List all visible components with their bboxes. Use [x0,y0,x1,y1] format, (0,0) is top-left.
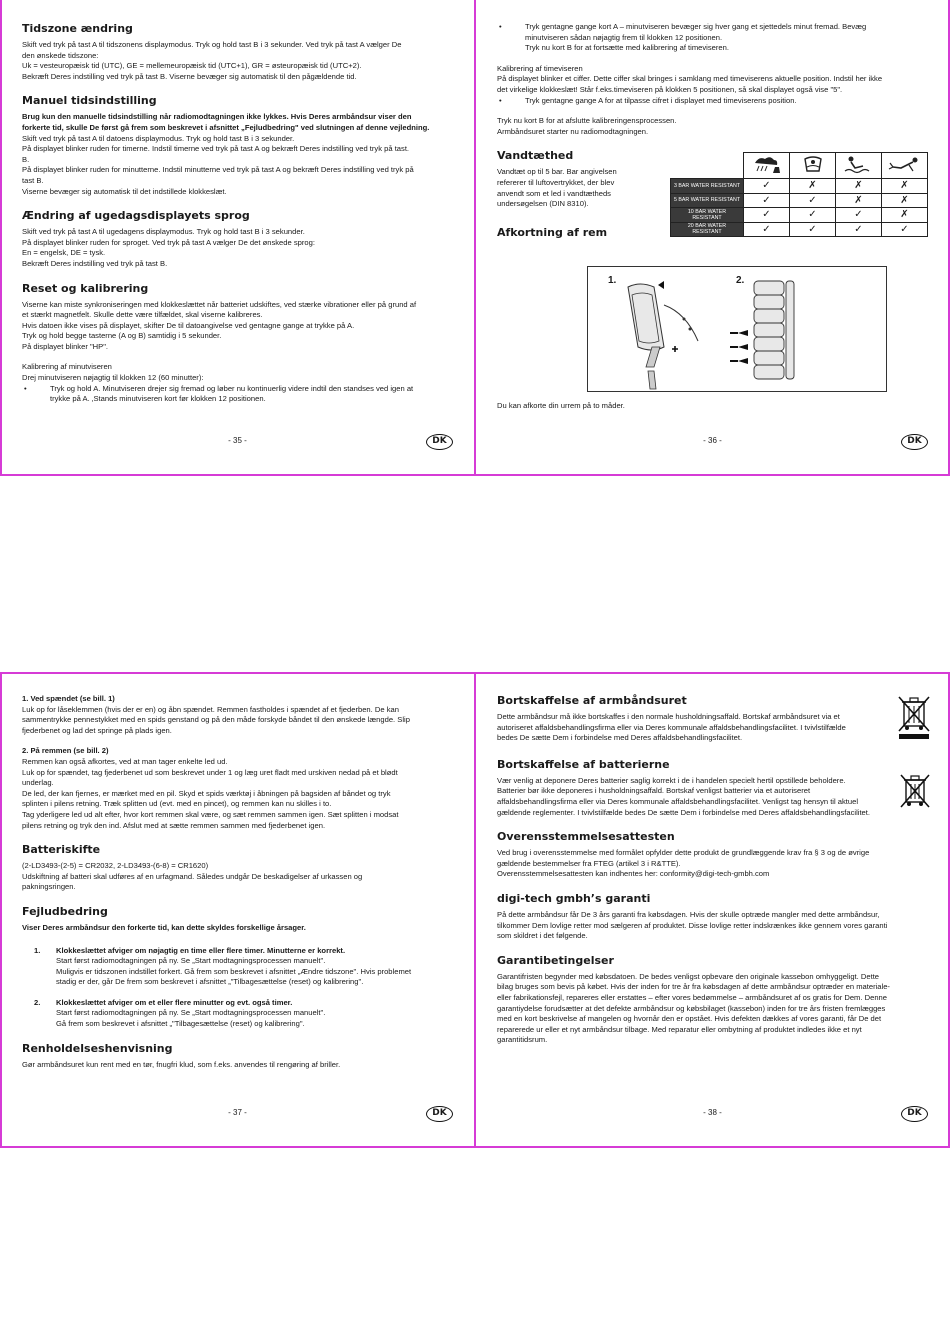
page-footer [475,434,950,452]
page-37 [0,672,475,1148]
text-line: anvendt som et led i vandtætheds [497,188,611,198]
text-line: Tryk gentagne gange kort A – minutviseren bevæger sig hver gang et sjettedels minut fremad. Bevæg [525,22,867,31]
text-line: (2-LD3493-(2-5) = CR2032, 2-LD3493-(6-8) = CR1620) [22,861,209,871]
bullet-item [497,22,928,54]
text-line: fjederbenet og lad det springe på plads igen. [22,725,172,735]
table-cell-label: 3 BAR WATER RESISTANT [671,179,744,194]
text-line: Armbåndsuret starter nu radiomodtagningen. [497,126,649,136]
text-line: pilens retning og tryk den ind. Afslut med at sætte remmen sammen med fjederbenet igen. [22,820,326,830]
text-line: underlag. [22,778,54,788]
table-cell-mark: ✗ [882,179,928,194]
text-line: Kalibrering af timeviseren [497,63,583,73]
figure-label-2: 2. [736,275,745,286]
text-line: Vær venlig at deponere Deres batterier saglig korrekt i de i handelen specielt hertil opstillede beholdere. [497,775,846,785]
water-description [497,167,647,209]
text-line: Start først radiomodtagningen på ny. Se „Start modtagningsprocessen manuelt". [56,1008,326,1018]
list-number: 2. [34,997,41,1007]
text-line: Gå frem som beskrevet i afsnittet „"Tilbagesættelse (reset) og kalibrering". [56,1019,305,1029]
page-footer [0,434,475,452]
text-line: Skift ved tryk på tast A til ugedagens displaymodus. Tryk og hold tast B i 3 sekunder. [22,227,305,237]
text-line: Viserne kan miste synkroniseringen med klokkeslættet når batteriet udskiftes, ved stærke vibrationer eller på grund af [22,299,417,309]
text-line: som skildret i det følgende. [497,931,588,941]
text-line: På displayet blinker ruden for timerne. Indstil timerne ved tryk på tast A og bekræft Deres indstilling ved tryk på tast. [22,144,410,154]
text-line: Tryk og hold A. Minutviseren drejer sig fremad og løber nu kontinuerlig videre indtil den standses ved igen at [50,383,414,393]
text-line: det virkelige klokkeslæt! Står f.eks.timeviseren på klokken 5 positionen, så skal displayet også vise "5". [497,84,843,94]
text-line: splinten i pilens retning. Træk splitten ud (evt. med en pincet), og remmen kan nu skilles i to. [22,799,332,809]
page-number: - 35 - [228,436,247,445]
text-line: trykke på A. ‚Stands minutviseren kort før klokken 12 positionen. [50,394,266,404]
table-cell-mark: ✓ [744,179,790,194]
text-line: Tag yderligere led ud alt efter, hvor kort remmen skal være, og sæt remmen sammen igen. Sæt splitten i modsat [22,809,399,819]
spacer [497,54,928,64]
heading-manual-time: Manuel tidsindstilling [22,94,157,108]
text-line: Skift ved tryk på tast A til tidszonens displaymodus. Tryk og hold tast B i 3 sekunder. Ved tryk på tast A vælger De [22,40,402,49]
text-line: Uk = vesteuropæisk tid (UTC), GE = mellemeuropæisk tid (UTC+1), GR = østeuropæisk tid (UTC+2). [22,61,362,71]
bullet-marker: • [499,95,502,105]
text-line: Bekræft Deres indstilling ved tryk på tast B. [22,258,168,268]
text-line: En = engelsk, DE = tysk. [22,248,106,258]
text-line: Tryk nu kort B for at fortsætte med kalibrering af timeviseren. [525,43,729,53]
bullet-marker: • [499,22,502,31]
text-line: Vandtæt op til 5 bar. Bar angivelsen [497,167,617,177]
text-line: den ønskede tidszone: [22,50,99,60]
text-line: eller fabrikationsfejl, repareres eller erstattes – efter vores bedømmelse – armbåndsuret af os gratis for Dem. Denne [497,992,887,1002]
text-line: et stærkt magnetfelt. Skulle dette være tilfældet, skal viserne kalibreres. [22,310,263,320]
weee-bin-icon [896,694,932,745]
table-header-row [671,153,928,179]
strap-illustration [587,266,887,392]
text-line: Viserne bevæger sig automatisk til det indstillede klokkeslæt. [22,186,227,196]
spacer [22,934,453,940]
text-line: stadig er der, går De frem som beskrevet i afsnittet „"Tilbagesættelse (reset) og kalibrering". [56,977,364,987]
heading-guarantee-terms: Garantibetingelser [497,953,614,967]
text-line: Hvis datoen ikke vises på displayet, skifter De til datoangivelse ved gentagne gange at trykke på A. [22,320,355,330]
sheet-bottom [0,672,950,1148]
text-line: bedes De sætte Dem i forbindelse med Deres affaldsbehandlingsfacilitet. [497,733,743,743]
table-cell-mark: ✓ [744,193,790,208]
table-cell-mark: ✓ [836,222,882,237]
text-line: B. [22,154,30,164]
text-line: garantitidsrum. [497,1035,548,1045]
text-line: tilkommer Dem lovlige retter mod sælgeren af produktet. Disse lovlige retter indskrænkes ikke gennem vores garanti [497,920,888,930]
language-badge: DK [901,1106,928,1122]
subheading-buckle: 1. Ved spændet (se bill. 1) [22,694,115,703]
table-cell-mark: ✓ [836,208,882,223]
figure-label-1: 1. [608,275,617,286]
text-line: minutviseren sådan nøjagtig frem til klokken 12 positionen. [525,32,723,42]
page-38 [475,672,950,1148]
table-cell-mark: ✓ [744,222,790,237]
table-cell-mark: ✓ [790,222,836,237]
bullet-item [497,96,928,107]
text-line: Luk op for låseklemmen (hvis der er en) og åbn spændet. Remmen fastholdes i spændet af et fjederben. De kan [22,704,399,714]
text-line: garantiydelse forudsætter at det defekte armbåndsur og købsbilaget (kassebon) inden for tre års fristen fremlægges [497,1003,886,1013]
table-cell-mark: ✗ [882,193,928,208]
spacer [22,736,453,746]
text-line: gældende bestemmelser fra FTEG (artikel 3 i R&TTE). [497,858,681,868]
heading-dispose-batteries: Bortskaffelse af batterierne [497,757,670,771]
text-line: På displayet blinker et ciffer. Dette ciffer skal bringes i samklang med timeviserens aktuelle position. Indstil her ikke [497,74,883,84]
table-cell-mark: ✗ [790,179,836,194]
text-line: gældende reglementer. I tvivlstilfælde bedes De sætte Dem i forbindelse med Deres affaldsbehandlingsfacilitet. [497,807,870,817]
table-cell-mark: ✗ [882,208,928,223]
text-line: Drej minutviseren nøjagtig til klokken 12 (60 minutter): [22,373,204,383]
table-cell-mark: ✓ [790,208,836,223]
subheading-strap: 2. På remmen (se bill. 2) [22,746,109,756]
text-line: Tryk nu kort B for at afslutte kalibreringensprocessen. [497,116,677,126]
text-line: Tryk og hold begge tasterne (A og B) samtidig i 5 sekunder. [22,331,222,341]
text-line: Muligvis er tidszonen indstillet forkert. Gå frem som beskrevet i afsnittet „Ændre tidszone". Hvis problemet [56,966,412,976]
text-line: Gør armbåndsuret kun rent med en tør, fnugfri klud, som f.eks. anvendes til rengøring af briller. [22,1059,341,1069]
list-item [22,998,453,1030]
text-line: Ved brug i overensstemmelse med formålet opfylder dette produkt de grundlæggende krav fra § 3 og de øvrige [497,848,870,858]
diver-icon [882,153,928,179]
heading-conformity: Overensstemmelsesattesten [497,830,675,844]
text-line: pakningsringen. [22,882,76,892]
table-cell-mark: ✓ [744,208,790,223]
heading-water-resistance: Vandtæthed [497,149,574,163]
heading-strap-shortening: Afkortning af rem [497,225,608,239]
text-line: På displayet blinker ruden for sproget. Ved tryk på tast A vælger De det ønskede sprog: [22,237,315,247]
table-cell-label: 5 BAR WATER RESISTANT [671,193,744,208]
text-line: autoriseret affaldsbehandlingsfirma eller via Deres kommunale affaldsbehandlingsfacilitet. I tvivlstilfælde [497,722,846,732]
page-number: - 36 - [703,436,722,445]
page-footer [475,1106,950,1124]
page-number: - 37 - [228,1108,247,1117]
text-line: Batterier bør ikke deponeres i husholdningsaffald. Bortskaf venligst batterier via et autoriseret [497,786,811,796]
list-item-title: Klokkeslættet afviger om nøjagtig en time eller flere timer. Minutterne er korrekt. [56,945,346,955]
water-resistance-table [670,152,928,237]
sheet-top [0,0,950,476]
heading-guarantee: digi-tech gmbh’s garanti [497,891,651,905]
table-row [671,222,928,237]
text-line: Dette armbåndsur må ikke bortskaffes i den normale husholdningsaffald. Bortskaf armbåndsuret via et [497,712,840,721]
list-item-title: Klokkeslættet afviger om et eller flere minutter og evt. også timer. [56,997,293,1007]
text-line: Kalibrering af minutviseren [22,362,112,372]
text-line: bilag bruges som bevis på købet. Hvis der inden for tre år fra købsdagen af dette armbåndsur optræder en materiale- [497,982,890,992]
text-line: tast B. [22,175,44,185]
text-line-bold: Viser Deres armbåndsur den forkerte tid, kan dette skyldes forskellige årsager. [22,922,306,932]
language-badge: DK [426,1106,453,1122]
heading-dispose-watch: Bortskaffelse af armbåndsuret [497,694,687,707]
table-row [671,208,928,223]
text-line: Tryk gentagne gange A for at tilpasse cifret i displayet med timeviserens position. [525,95,797,105]
text-line: affaldsbehandlingsfirma eller via Deres kommunale affaldsbehandlingsfacilitet. Venligst tag hensyn til aktuel [497,796,859,806]
heading-battery: Batteriskifte [22,843,101,857]
table-cell-mark: ✗ [836,179,882,194]
table-cell-mark: ✓ [882,222,928,237]
text-line-bold: forkerte tid, skulle De først gå frem som beskrevet i afsnittet „Fejludbedring" ved slutningen af denne vejledning. [22,122,430,132]
text-line-bold: Brug kun den manuelle tidsindstilling når radiomodtagningen ikke lykkes. Hvis Deres armbåndsur viser den [22,112,412,122]
text-line: De led, der kan fjernes, er mærket med en pil. Skyd et spids værktøj i åbningen på bagsiden af båndet og tryk [22,788,391,798]
rain-splash-icon [744,153,790,179]
text-line: Start først radiomodtagningen på ny. Se „Start modtagningsprocessen manuelt". [56,956,326,966]
page-36 [475,0,950,476]
table-row [671,179,928,194]
spacer [497,106,928,116]
table-cell-mark: ✗ [836,193,882,208]
page-number: - 38 - [703,1108,722,1117]
text-line: refererer til luftovertrykket, der blev [497,177,615,187]
table-corner [671,153,744,179]
heading-timezone: Tidszone ændring [22,22,133,35]
bullet-item [22,384,453,405]
battery-bin-icon [898,772,932,813]
list-number: 1. [34,945,41,955]
text-line: Bekræft Deres indstilling ved tryk på tast B. Viserne bevæger sig automatisk til den pågældende tid. [22,71,357,81]
heading-reset: Reset og kalibrering [22,281,149,295]
text-line: På displayet blinker "HP". [22,341,109,351]
heading-troubleshooting: Fejludbedring [22,904,108,918]
table-row [671,193,928,208]
text-line: Garantifristen begynder med købsdatoen. De bedes venligst opbevare den originale kassebon omhyggeligt. Dette [497,971,880,981]
swimmer-icon [836,153,882,179]
bullet-marker: • [24,383,27,393]
text-line: Luk op for spændet, tag fjederbenet ud som beskrevet under 1 og læg uret fladt med urskiven nedad på et blødt [22,767,398,777]
text-line: sammentrykke pennestykket med en spids genstand og på den måde forskyde båndet til den ønskede længde. Slip [22,715,410,725]
text-line: Overensstemmelsesattesten kan indhentes her: conformity@digi-tech-gmbh.com [497,869,770,879]
text-line: undersøgelsen (DIN 8310). [497,199,589,209]
text-line: På displayet blinker ruden for minutterne. Indstil minutterne ved tryk på tast A og bekræft Deres indstilling ved tryk på [22,165,414,175]
list-item [22,946,453,988]
strap-caption: Du kan afkorte din urrem på to måder. [497,401,625,410]
hand-washing-icon [790,153,836,179]
text-line: reparerede ur eller et nyt armbåndsur tilbage. Med reparatur eller ombytning af produktet indledes ikke et nyt [497,1024,862,1034]
heading-cleaning: Renholdelseshenvisning [22,1041,173,1055]
text-line: På dette armbåndsur får De 3 års garanti fra købsdagen. Hvis der skulle optræde mangler med dette armbåndsur, [497,909,880,919]
table-cell-label: 10 BAR WATER RESISTANT [671,208,744,223]
text-line: Skift ved tryk på tast A til datoens displaymodus. Tryk og hold tast B i 3 sekunder. [22,133,295,143]
spacer [22,352,453,362]
table-cell-mark: ✓ [790,193,836,208]
text-line: med en kort beskrivelse af mangelen og hvornår den er opstået. Hvis defekten dækkes af vores garanti, får De det [497,1014,882,1024]
heading-weekday-language: Ændring af ugedagsdisplayets sprog [22,209,250,223]
language-badge: DK [426,434,453,450]
table-cell-label: 20 BAR WATER RESISTANT [671,222,744,237]
text-line: Udskiftning af batteri skal udføres af en urfagmand. Således undgår De beskadigelser af urkassen og [22,871,363,881]
page-35 [0,0,475,476]
language-badge: DK [901,434,928,450]
page-footer [0,1106,475,1124]
text-line: Remmen kan også afkortes, ved at man tager enkelte led ud. [22,756,228,766]
